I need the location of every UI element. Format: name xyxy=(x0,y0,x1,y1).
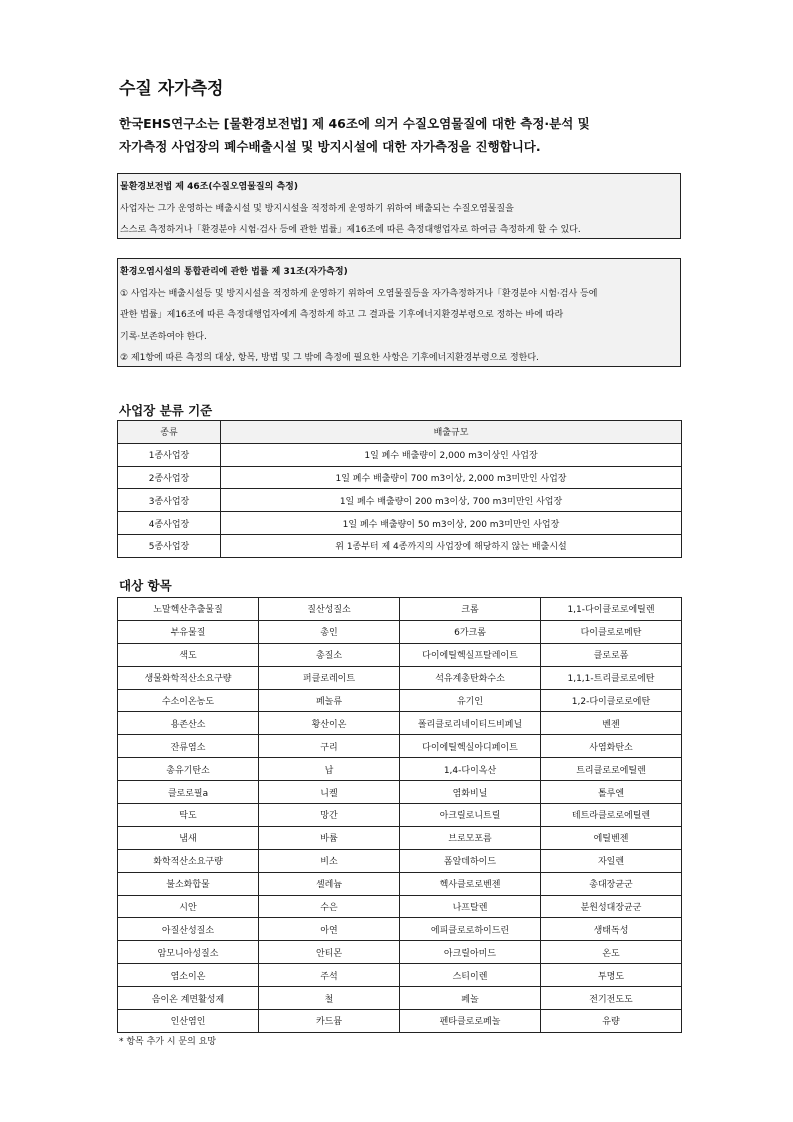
table-cell: 스티이렌 xyxy=(400,964,541,987)
table-cell: 사염화탄소 xyxy=(541,735,682,758)
table-cell: 퍼클로레이트 xyxy=(259,666,400,689)
table-cell: 클로로필a xyxy=(118,781,259,804)
law-text-line: 사업자는 그가 운영하는 배출시설 및 방지시설을 적정하게 운영하기 위하여 배출되는 수질오염물질을 xyxy=(120,203,514,214)
law-heading: 물환경보전법 제 46조(수질오염물질의 측정) xyxy=(120,182,298,192)
table-row xyxy=(118,534,682,557)
intro-line: 한국EHS연구소는 [물환경보전법] 제 46조에 의거 수질오염물질에 대한 측정·분석 및 xyxy=(119,116,590,131)
table-cell: 3종사업장 xyxy=(118,489,221,512)
table-cell: 트리클로로에틸렌 xyxy=(541,758,682,781)
table-cell: 노말헥산추출물질 xyxy=(118,598,259,621)
table-cell: 1,4-다이옥산 xyxy=(400,758,541,781)
table-cell: 총유기탄소 xyxy=(118,758,259,781)
table-cell: 납 xyxy=(259,758,400,781)
table-cell: 암모니아성질소 xyxy=(118,941,259,964)
table-cell: 크롬 xyxy=(400,598,541,621)
table-cell: 카드뮴 xyxy=(259,1010,400,1033)
table-row xyxy=(118,918,682,941)
table-cell: 분원성대장균군 xyxy=(541,895,682,918)
law-text-line: 기록·보존하여야 한다. xyxy=(120,331,207,342)
table-cell: 불소화합물 xyxy=(118,872,259,895)
table-cell: 2종사업장 xyxy=(118,466,221,489)
table-row xyxy=(118,712,682,735)
table-cell: 펜타클로로페놀 xyxy=(400,1010,541,1033)
table-cell: 폼알데하이드 xyxy=(400,849,541,872)
table-cell: 탁도 xyxy=(118,804,259,827)
table-row xyxy=(118,620,682,643)
table-cell: 자일렌 xyxy=(541,849,682,872)
table-cell: 시안 xyxy=(118,895,259,918)
table-row xyxy=(118,987,682,1010)
table-cell: 냄새 xyxy=(118,826,259,849)
table-cell: 색도 xyxy=(118,643,259,666)
column-header: 배출규모 xyxy=(221,421,682,444)
table-cell: 생태독성 xyxy=(541,918,682,941)
table-cell: 클로로폼 xyxy=(541,643,682,666)
law-text-line: 관한 법률」제16조에 따른 측정대행업자에게 측정하게 하고 그 결과를 기후에너지환경부령으로 정하는 바에 따라 xyxy=(120,310,564,320)
table-cell: 수소이온농도 xyxy=(118,689,259,712)
table-row xyxy=(118,895,682,918)
law-heading: 환경오염시설의 통합관리에 관한 법률 제 31조(자가측정) xyxy=(120,267,348,277)
table-cell: 1,1,1-트리클로로에탄 xyxy=(541,666,682,689)
table-cell: 1,1-다이클로로에틸렌 xyxy=(541,598,682,621)
law-text-line: ① 사업자는 배출시설등 및 방지시설을 적정하게 운영하기 위하여 오염물질등을 자가측정하거나「환경분야 시험·검사 등에 xyxy=(120,288,598,299)
table-cell: 나프탈렌 xyxy=(400,895,541,918)
table-cell: 염화비닐 xyxy=(400,781,541,804)
intro-line: 자가측정 사업장의 폐수배출시설 및 방지시설에 대한 자가측정을 진행합니다. xyxy=(119,139,541,154)
table-cell: 온도 xyxy=(541,941,682,964)
table-cell: 1일 폐수 배출량이 700 m3이상, 2,000 m3미만인 사업장 xyxy=(221,466,682,489)
table-row xyxy=(118,849,682,872)
table-cell: 1일 폐수 배출량이 200 m3이상, 700 m3미만인 사업장 xyxy=(221,489,682,512)
intro-paragraph xyxy=(119,112,699,158)
table-cell: 주석 xyxy=(259,964,400,987)
table-row xyxy=(118,758,682,781)
table-cell: 비소 xyxy=(259,849,400,872)
table-cell: 구리 xyxy=(259,735,400,758)
table-cell: 헥사클로로벤젠 xyxy=(400,872,541,895)
table-row xyxy=(118,443,682,466)
table-row xyxy=(118,689,682,712)
classification-title: 사업장 분류 기준 xyxy=(119,403,213,418)
table-row xyxy=(118,489,682,512)
table-row xyxy=(118,598,682,621)
table-cell: 화학적산소요구량 xyxy=(118,849,259,872)
table-row xyxy=(118,826,682,849)
table-cell: 음이온 계면활성제 xyxy=(118,987,259,1010)
table-cell: 6가크롬 xyxy=(400,620,541,643)
table-row xyxy=(118,804,682,827)
table-cell: 수은 xyxy=(259,895,400,918)
table-cell: 페놀 xyxy=(400,987,541,1010)
table-row xyxy=(118,1010,682,1033)
table-header-row xyxy=(118,421,682,444)
table-cell: 셀레늄 xyxy=(259,872,400,895)
table-cell: 유량 xyxy=(541,1010,682,1033)
column-header: 종류 xyxy=(118,421,221,444)
table-cell: 총인 xyxy=(259,620,400,643)
table-cell: 총대장균군 xyxy=(541,872,682,895)
table-cell: 4종사업장 xyxy=(118,512,221,535)
table-row xyxy=(118,941,682,964)
table-cell: 바륨 xyxy=(259,826,400,849)
footnote: * 항목 추가 시 문의 요망 xyxy=(119,1037,217,1047)
table-cell: 유기인 xyxy=(400,689,541,712)
law-text-line: 스스로 측정하거나「환경분야 시험·검사 등에 관한 법률」제16조에 따른 측정대행업자로 하여금 측정하게 할 수 있다. xyxy=(120,225,581,235)
table-cell: 페놀류 xyxy=(259,689,400,712)
table-cell: 다이에틸헥실프탈레이트 xyxy=(400,643,541,666)
table-cell: 망간 xyxy=(259,804,400,827)
table-cell: 투명도 xyxy=(541,964,682,987)
table-cell: 인산염인 xyxy=(118,1010,259,1033)
table-cell: 다이에틸헥실아디페이트 xyxy=(400,735,541,758)
table-cell: 총질소 xyxy=(259,643,400,666)
table-row xyxy=(118,735,682,758)
table-row xyxy=(118,872,682,895)
table-row xyxy=(118,512,682,535)
table-row xyxy=(118,466,682,489)
table-cell: 아연 xyxy=(259,918,400,941)
table-cell: 다이클로로메탄 xyxy=(541,620,682,643)
table-cell: 안티몬 xyxy=(259,941,400,964)
items-table xyxy=(117,597,682,1033)
table-cell: 1,2-다이클로로에탄 xyxy=(541,689,682,712)
table-cell: 폴리클로리네이티드비페닐 xyxy=(400,712,541,735)
law-box-integrated-act xyxy=(117,258,681,367)
table-cell: 질산성질소 xyxy=(259,598,400,621)
table-cell: 1일 폐수 배출량이 2,000 m3이상인 사업장 xyxy=(221,443,682,466)
table-cell: 염소이온 xyxy=(118,964,259,987)
table-cell: 1일 폐수 배출량이 50 m3이상, 200 m3미만인 사업장 xyxy=(221,512,682,535)
table-cell: 1종사업장 xyxy=(118,443,221,466)
table-cell: 전기전도도 xyxy=(541,987,682,1010)
table-cell: 5종사업장 xyxy=(118,534,221,557)
table-cell: 에피클로로하이드린 xyxy=(400,918,541,941)
items-title: 대상 항목 xyxy=(119,578,172,593)
table-cell: 황산이온 xyxy=(259,712,400,735)
classification-table xyxy=(117,420,682,558)
table-cell: 생물화학적산소요구량 xyxy=(118,666,259,689)
table-cell: 아질산성질소 xyxy=(118,918,259,941)
table-cell: 테트라클로로에틸렌 xyxy=(541,804,682,827)
table-cell: 아크릴로니트릴 xyxy=(400,804,541,827)
table-cell: 부유물질 xyxy=(118,620,259,643)
table-cell: 에틸벤젠 xyxy=(541,826,682,849)
table-cell: 석유계총탄화수소 xyxy=(400,666,541,689)
table-cell: 철 xyxy=(259,987,400,1010)
table-row xyxy=(118,666,682,689)
table-cell: 용존산소 xyxy=(118,712,259,735)
table-cell: 벤젠 xyxy=(541,712,682,735)
table-row xyxy=(118,643,682,666)
table-row xyxy=(118,964,682,987)
law-box-water-act xyxy=(117,173,681,239)
table-cell: 톨루엔 xyxy=(541,781,682,804)
table-row xyxy=(118,781,682,804)
table-cell: 잔류염소 xyxy=(118,735,259,758)
page-title: 수질 자가측정 xyxy=(119,79,224,99)
table-cell: 아크릴아미드 xyxy=(400,941,541,964)
table-cell: 브로모포름 xyxy=(400,826,541,849)
table-cell: 니켈 xyxy=(259,781,400,804)
law-text-line: ② 제1항에 따른 측정의 대상, 항목, 방법 및 그 밖에 측정에 필요한 사항은 기후에너지환경부령으로 정한다. xyxy=(120,353,539,363)
table-cell: 위 1종부터 제 4종까지의 사업장에 해당하지 않는 배출시설 xyxy=(221,534,682,557)
